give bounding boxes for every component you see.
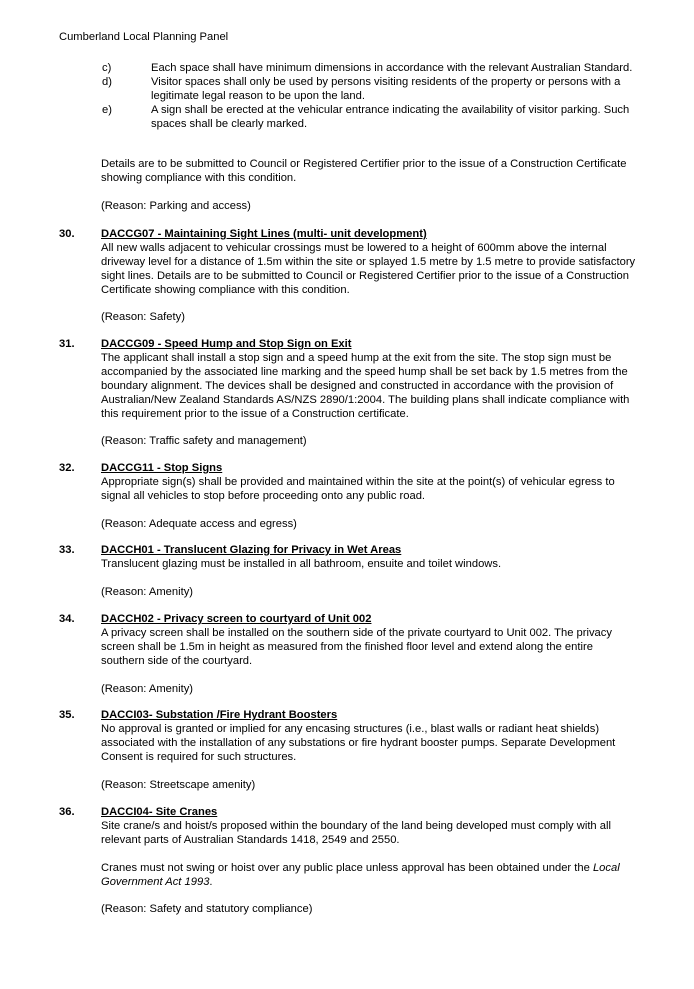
sub-item (102, 104, 642, 132)
condition-34 (59, 613, 639, 696)
condition-33 (59, 544, 639, 600)
sub-item (102, 62, 642, 76)
condition-body: The applicant shall install a stop sign and a speed hump at the exit from the site. The stop sign must be accompanied by the associated line marking and the speed hump shall be set back by 1.5 metres from the boundary alignment. The devices shall be designed and constructed in accordance with the provision of Australian/New Zealand Standards AS/NZS 2890/1:2004. The building plans shall indicate compliance with this requirement prior to the issue of a Construction certificate. (101, 351, 630, 420)
condition-title: DACCG11 - Stop Signs (101, 462, 223, 474)
condition-35 (59, 709, 639, 792)
page-header: Cumberland Local Planning Panel (59, 31, 229, 43)
sub-item-label: e) (102, 103, 112, 116)
condition-reason: (Reason: Safety and statutory compliance) (101, 903, 313, 916)
condition-title: DACCH02 - Privacy screen to courtyard of Unit 002 (101, 613, 372, 625)
condition-body: No approval is granted or implied for any encasing structures (i.e., blast walls or radiant heat shields) associated with the installation of any substations or fire hydrant booster pumps. Separate Development Consent is required for such structures. (101, 722, 616, 763)
extra-act-name: Local Government Act 1993 (101, 861, 620, 888)
condition-reason: (Reason: Safety) (101, 311, 185, 324)
condition-body: Translucent glazing must be installed in all bathroom, ensuite and toilet windows. (101, 557, 502, 570)
condition-reason: (Reason: Traffic safety and management) (101, 435, 307, 448)
condition-body: Site crane/s and hoist/s proposed within the boundary of the land being developed must comply with all relevant parts of Australian Standards 1418, 2549 and 2550. (101, 819, 611, 846)
condition-number: 31. (59, 338, 75, 350)
condition-title: DACCI04- Site Cranes (101, 806, 218, 818)
condition-number: 35. (59, 709, 75, 721)
condition-30 (59, 228, 639, 325)
sub-item-text: Each space shall have minimum dimensions in accordance with the relevant Australian Standard. (151, 62, 633, 74)
condition-number: 33. (59, 544, 75, 556)
condition-body: All new walls adjacent to vehicular crossings must be lowered to a height of 600mm above the internal driveway level for a distance of 1.5m within the site or splayed 1.5 metre by 1.5 metre to provide satisfactory sight lines. Details are to be submitted to Council or Registered Certifier prior to the issue of a Construction Certificate showing compliance with this condition. (101, 241, 636, 296)
condition-36 (59, 806, 639, 917)
condition-extra (101, 862, 639, 890)
condition-title: DACCG09 - Speed Hump and Stop Sign on Exit (101, 338, 352, 350)
sub-item-label: c) (102, 62, 112, 74)
condition-title: DACCH01 - Translucent Glazing for Privacy in Wet Areas (101, 544, 402, 556)
condition-reason: (Reason: Streetscape amenity) (101, 778, 256, 791)
condition-title: DACCG07 - Maintaining Sight Lines (multi- unit development) (101, 228, 427, 240)
condition-number: 30. (59, 228, 75, 240)
condition-number: 34. (59, 613, 75, 625)
condition-number: 32. (59, 462, 75, 474)
intro-reason: (Reason: Parking and access) (101, 200, 251, 212)
sub-item-list (102, 62, 642, 132)
condition-number: 36. (59, 806, 75, 818)
sub-item (102, 76, 642, 104)
sub-item-label: d) (102, 75, 112, 88)
condition-32 (59, 462, 639, 532)
condition-reason: (Reason: Adequate access and egress) (101, 517, 297, 530)
condition-body: Appropriate sign(s) shall be provided and maintained within the site at the point(s) of vehicular egress to signal all vehicles to stop before proceeding onto any public road. (101, 475, 615, 502)
sub-item-text: Visitor spaces shall only be used by persons visiting residents of the property or persons with a legitimate legal reason to be upon the land. (151, 75, 621, 102)
condition-31 (59, 338, 639, 449)
extra-prefix: Cranes must not swing or hoist over any public place unless approval has been obtained under the (101, 861, 593, 874)
condition-reason: (Reason: Amenity) (101, 682, 194, 695)
extra-suffix: . (209, 875, 213, 888)
condition-body: A privacy screen shall be installed on the southern side of the private courtyard to Unit 002. The privacy screen shall be 1.5m in height as measured from the finished floor level and extend along the entire southern side of the courtyard. (101, 626, 612, 667)
condition-reason: (Reason: Amenity) (101, 585, 194, 598)
intro-details: Details are to be submitted to Council or Registered Certifier prior to the issue of a Construction Certificate showing compliance with this condition. (101, 158, 627, 184)
condition-title: DACCI03- Substation /Fire Hydrant Boosters (101, 709, 338, 721)
sub-item-text: A sign shall be erected at the vehicular entrance indicating the availability of visitor parking. Such spaces shall be clearly marked. (151, 103, 630, 130)
